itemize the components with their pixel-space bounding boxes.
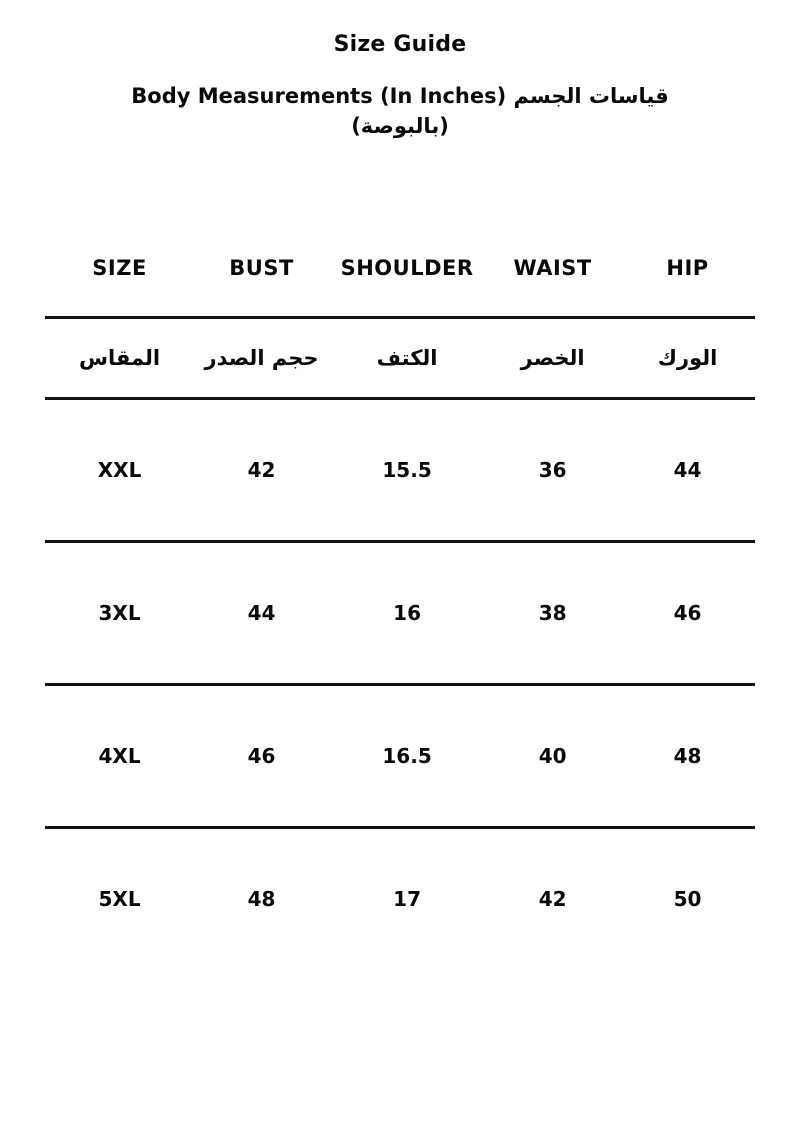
page-subtitle: Body Measurements (In Inches) قياسات الجسم (بالبوصة) [131, 84, 669, 139]
cell-shoulder: 17 [329, 827, 485, 969]
header-shoulder-ar: الكتف [329, 317, 485, 398]
cell-waist: 38 [485, 541, 620, 684]
header-waist-en: WAIST [513, 255, 592, 280]
cell-hip: 44 [620, 398, 755, 541]
page-title: Size Guide [333, 32, 467, 57]
header-hip-en: HIP [666, 255, 709, 280]
table-header-row-arabic [45, 317, 755, 398]
header-bust-ar: حجم الصدر [194, 317, 329, 398]
cell-bust: 46 [194, 684, 329, 827]
size-chart-table [45, 220, 755, 969]
size-guide-page [0, 32, 800, 1128]
table-header-row-english [45, 220, 755, 318]
header-size-en: SIZE [92, 255, 147, 280]
cell-waist: 36 [485, 398, 620, 541]
cell-shoulder: 16 [329, 541, 485, 684]
cell-size: 4XL [45, 684, 194, 827]
cell-waist: 40 [485, 684, 620, 827]
table-row [45, 398, 755, 541]
table-row [45, 827, 755, 969]
cell-bust: 42 [194, 398, 329, 541]
cell-hip: 48 [620, 684, 755, 827]
header-shoulder-en: SHOULDER [340, 255, 474, 280]
cell-shoulder: 16.5 [329, 684, 485, 827]
cell-size: 5XL [45, 827, 194, 969]
size-table-container [0, 220, 800, 969]
table-row [45, 541, 755, 684]
cell-bust: 44 [194, 541, 329, 684]
cell-size: XXL [45, 398, 194, 541]
header-size-ar: المقاس [45, 317, 194, 398]
cell-shoulder: 15.5 [329, 398, 485, 541]
cell-waist: 42 [485, 827, 620, 969]
cell-hip: 46 [620, 541, 755, 684]
header-waist-ar: الخصر [485, 317, 620, 398]
cell-bust: 48 [194, 827, 329, 969]
table-row [45, 684, 755, 827]
header-hip-ar: الورك [620, 317, 755, 398]
header-bust-en: BUST [229, 255, 294, 280]
cell-size: 3XL [45, 541, 194, 684]
cell-hip: 50 [620, 827, 755, 969]
